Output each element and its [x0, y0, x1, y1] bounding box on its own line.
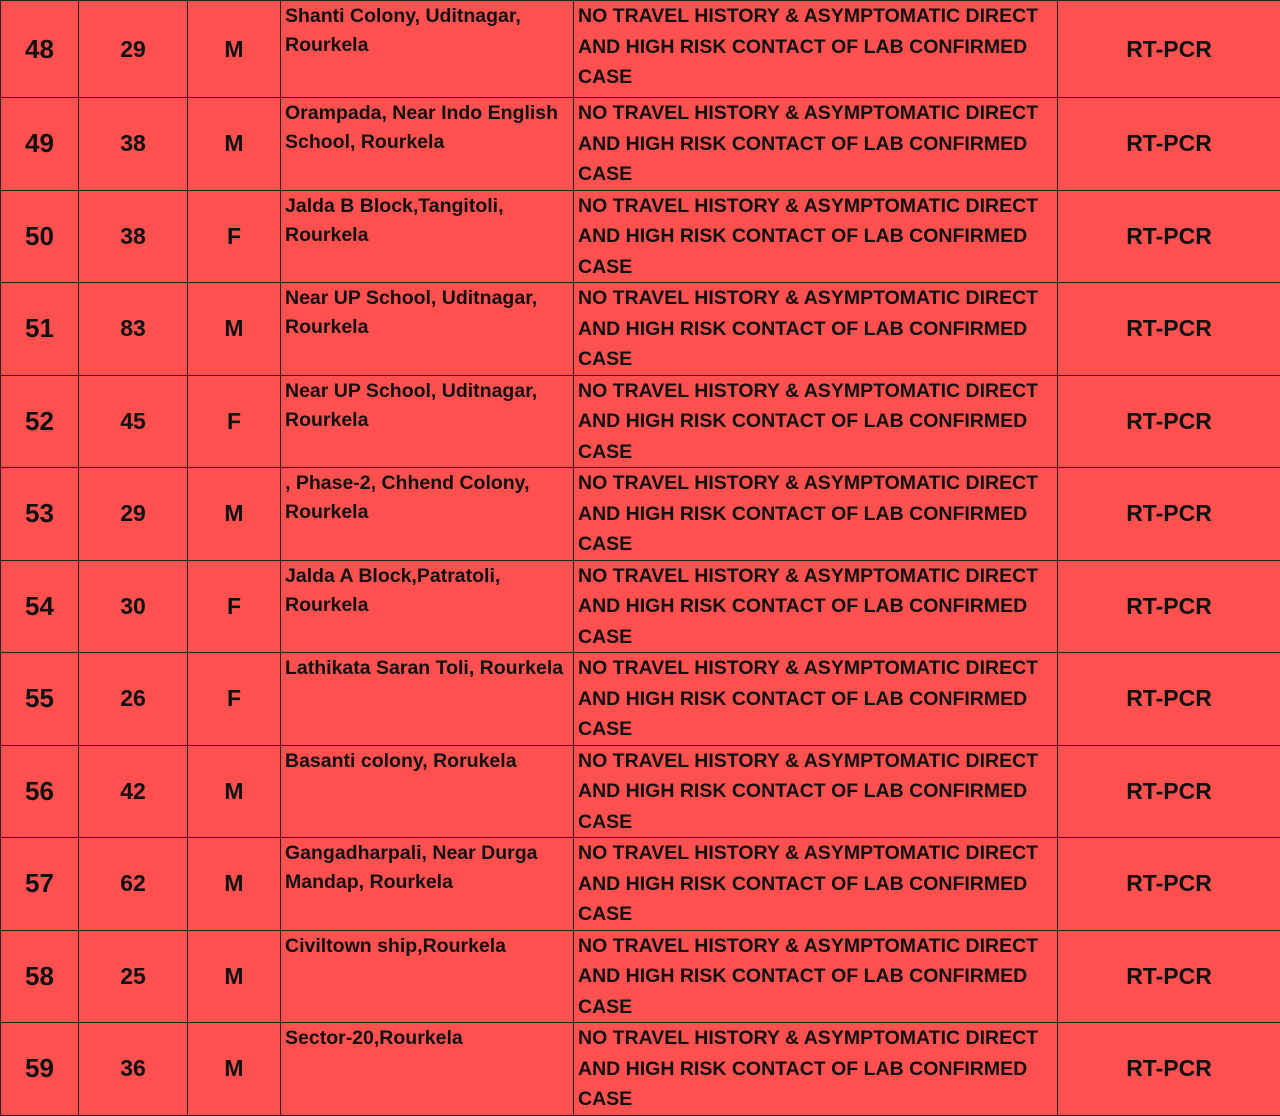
table-row: [1, 653, 1280, 746]
serial-number-cell: 51: [1, 283, 79, 376]
age-cell: 45: [79, 375, 188, 468]
table-row: [1, 838, 1280, 931]
history-cell: NO TRAVEL HISTORY & ASYMPTOMATIC DIRECT AND HIGH RISK CONTACT OF LAB CONFIRMED CASE: [574, 745, 1058, 838]
age-cell: 29: [79, 1, 188, 98]
address-cell: Gangadharpali, Near Durga Mandap, Rourkela: [281, 838, 574, 931]
history-cell: NO TRAVEL HISTORY & ASYMPTOMATIC DIRECT AND HIGH RISK CONTACT OF LAB CONFIRMED CASE: [574, 653, 1058, 746]
test-type-cell: RT-PCR: [1058, 1023, 1280, 1116]
sex-cell: M: [188, 1023, 281, 1116]
table-row: [1, 375, 1280, 468]
sex-cell: M: [188, 930, 281, 1023]
history-cell: NO TRAVEL HISTORY & ASYMPTOMATIC DIRECT AND HIGH RISK CONTACT OF LAB CONFIRMED CASE: [574, 930, 1058, 1023]
test-type-cell: RT-PCR: [1058, 283, 1280, 376]
test-type-cell: RT-PCR: [1058, 1, 1280, 98]
serial-number-cell: 57: [1, 838, 79, 931]
test-type-cell: RT-PCR: [1058, 838, 1280, 931]
test-type-cell: RT-PCR: [1058, 745, 1280, 838]
test-type-cell: RT-PCR: [1058, 930, 1280, 1023]
test-type-cell: RT-PCR: [1058, 98, 1280, 191]
sex-cell: M: [188, 98, 281, 191]
sex-cell: F: [188, 375, 281, 468]
history-cell: NO TRAVEL HISTORY & ASYMPTOMATIC DIRECT AND HIGH RISK CONTACT OF LAB CONFIRMED CASE: [574, 1, 1058, 98]
test-type-cell: RT-PCR: [1058, 468, 1280, 561]
test-type-cell: RT-PCR: [1058, 190, 1280, 283]
history-cell: NO TRAVEL HISTORY & ASYMPTOMATIC DIRECT AND HIGH RISK CONTACT OF LAB CONFIRMED CASE: [574, 560, 1058, 653]
address-cell: Near UP School, Uditnagar, Rourkela: [281, 375, 574, 468]
history-cell: NO TRAVEL HISTORY & ASYMPTOMATIC DIRECT AND HIGH RISK CONTACT OF LAB CONFIRMED CASE: [574, 468, 1058, 561]
serial-number-cell: 59: [1, 1023, 79, 1116]
table-row: [1, 98, 1280, 191]
address-cell: , Phase-2, Chhend Colony, Rourkela: [281, 468, 574, 561]
sex-cell: M: [188, 838, 281, 931]
age-cell: 42: [79, 745, 188, 838]
history-cell: NO TRAVEL HISTORY & ASYMPTOMATIC DIRECT AND HIGH RISK CONTACT OF LAB CONFIRMED CASE: [574, 375, 1058, 468]
sex-cell: F: [188, 190, 281, 283]
history-cell: NO TRAVEL HISTORY & ASYMPTOMATIC DIRECT AND HIGH RISK CONTACT OF LAB CONFIRMED CASE: [574, 1023, 1058, 1116]
age-cell: 83: [79, 283, 188, 376]
case-table-body: [1, 1, 1280, 1116]
age-cell: 29: [79, 468, 188, 561]
sex-cell: F: [188, 653, 281, 746]
serial-number-cell: 58: [1, 930, 79, 1023]
age-cell: 25: [79, 930, 188, 1023]
address-cell: Civiltown ship,Rourkela: [281, 930, 574, 1023]
age-cell: 30: [79, 560, 188, 653]
history-cell: NO TRAVEL HISTORY & ASYMPTOMATIC DIRECT AND HIGH RISK CONTACT OF LAB CONFIRMED CASE: [574, 190, 1058, 283]
sex-cell: M: [188, 283, 281, 376]
table-row: [1, 1023, 1280, 1116]
sex-cell: M: [188, 1, 281, 98]
address-cell: Lathikata Saran Toli, Rourkela: [281, 653, 574, 746]
age-cell: 36: [79, 1023, 188, 1116]
address-cell: Jalda B Block,Tangitoli, Rourkela: [281, 190, 574, 283]
address-cell: Shanti Colony, Uditnagar, Rourkela: [281, 1, 574, 98]
age-cell: 26: [79, 653, 188, 746]
serial-number-cell: 50: [1, 190, 79, 283]
test-type-cell: RT-PCR: [1058, 375, 1280, 468]
sex-cell: M: [188, 745, 281, 838]
test-type-cell: RT-PCR: [1058, 560, 1280, 653]
sex-cell: F: [188, 560, 281, 653]
table-row: [1, 745, 1280, 838]
sex-cell: M: [188, 468, 281, 561]
table-row: [1, 930, 1280, 1023]
table-row: [1, 190, 1280, 283]
serial-number-cell: 53: [1, 468, 79, 561]
address-cell: Basanti colony, Rorukela: [281, 745, 574, 838]
address-cell: Sector-20,Rourkela: [281, 1023, 574, 1116]
table-row: [1, 1, 1280, 98]
serial-number-cell: 55: [1, 653, 79, 746]
table-row: [1, 560, 1280, 653]
history-cell: NO TRAVEL HISTORY & ASYMPTOMATIC DIRECT AND HIGH RISK CONTACT OF LAB CONFIRMED CASE: [574, 838, 1058, 931]
serial-number-cell: 54: [1, 560, 79, 653]
serial-number-cell: 49: [1, 98, 79, 191]
history-cell: NO TRAVEL HISTORY & ASYMPTOMATIC DIRECT AND HIGH RISK CONTACT OF LAB CONFIRMED CASE: [574, 283, 1058, 376]
address-cell: Near UP School, Uditnagar, Rourkela: [281, 283, 574, 376]
serial-number-cell: 52: [1, 375, 79, 468]
table-row: [1, 283, 1280, 376]
age-cell: 38: [79, 98, 188, 191]
history-cell: NO TRAVEL HISTORY & ASYMPTOMATIC DIRECT AND HIGH RISK CONTACT OF LAB CONFIRMED CASE: [574, 98, 1058, 191]
age-cell: 62: [79, 838, 188, 931]
address-cell: Jalda A Block,Patratoli, Rourkela: [281, 560, 574, 653]
table-row: [1, 468, 1280, 561]
age-cell: 38: [79, 190, 188, 283]
test-type-cell: RT-PCR: [1058, 653, 1280, 746]
serial-number-cell: 48: [1, 1, 79, 98]
address-cell: Orampada, Near Indo English School, Rourkela: [281, 98, 574, 191]
serial-number-cell: 56: [1, 745, 79, 838]
